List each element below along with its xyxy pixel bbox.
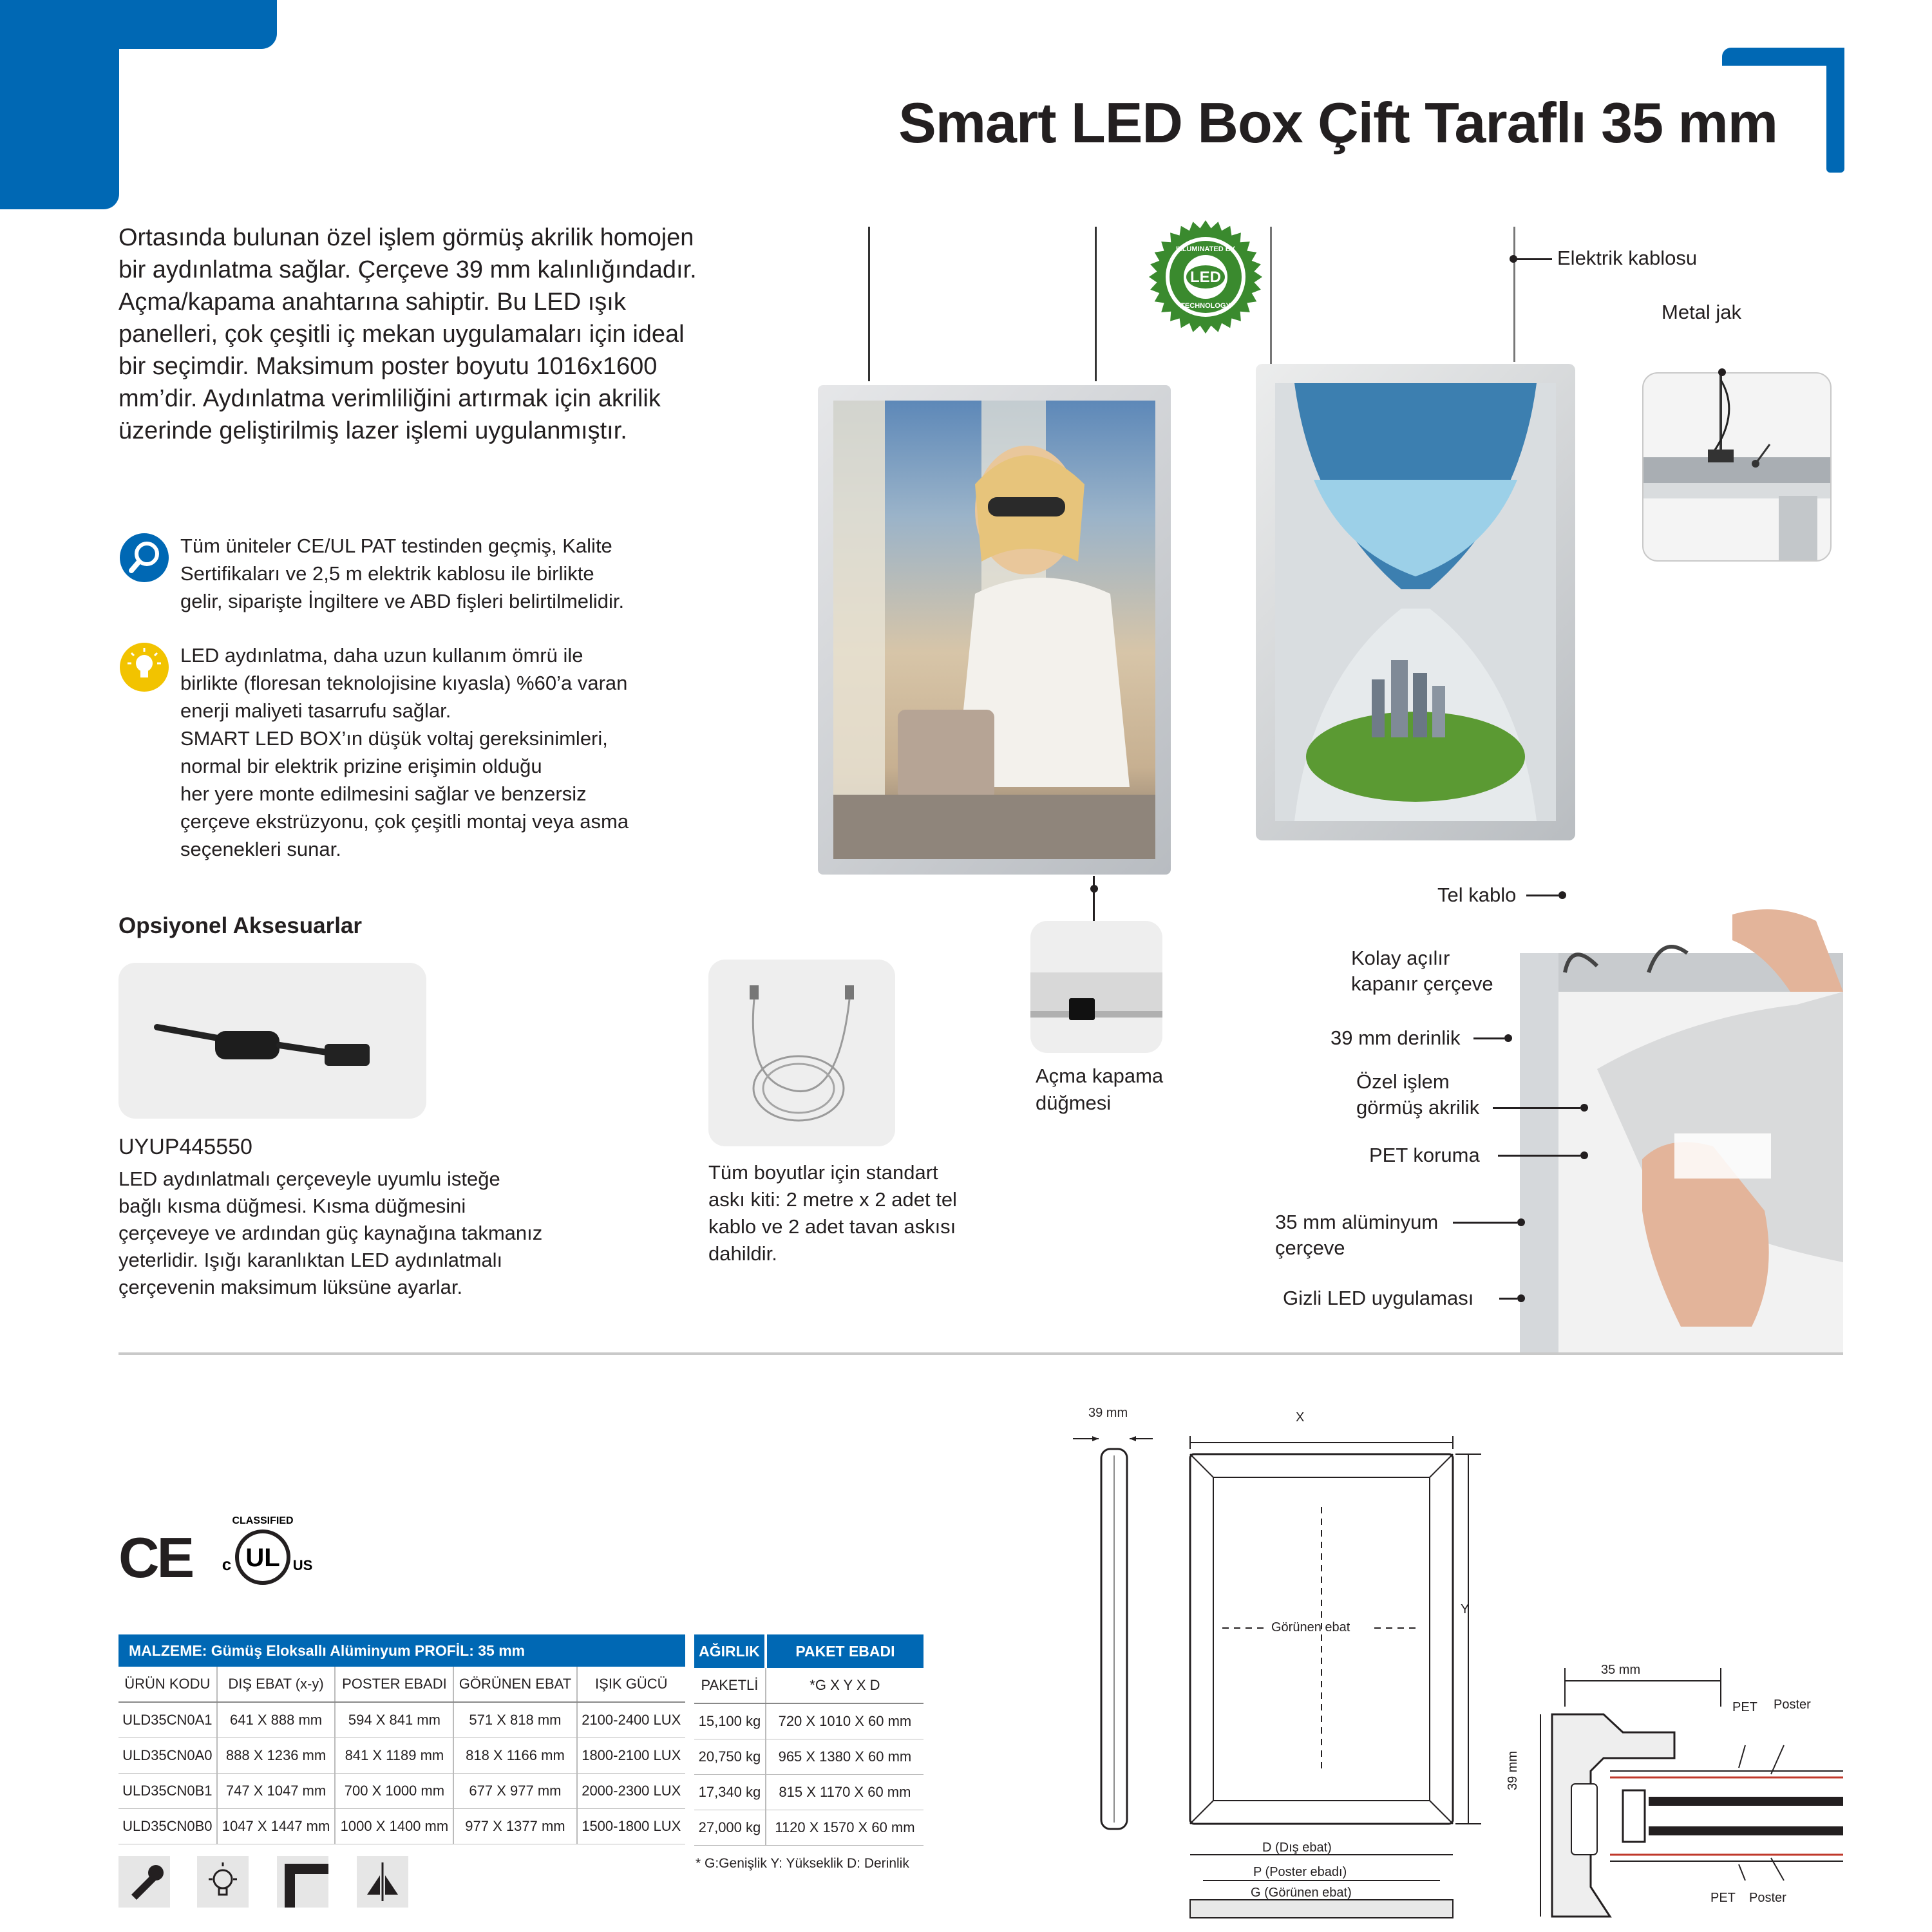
cell: 641 X 888 mm bbox=[217, 1702, 336, 1738]
kit-line: askı kiti: 2 metre x 2 adet tel bbox=[708, 1188, 957, 1211]
table-row bbox=[118, 1809, 685, 1844]
led-badge-bottom: TECHNOLOGY bbox=[1180, 302, 1231, 310]
cell: 818 X 1166 mm bbox=[453, 1738, 576, 1774]
dimmer-product-code: UYUP445550 bbox=[118, 1135, 252, 1159]
cell: 17,340 kg bbox=[694, 1775, 766, 1810]
intro-line: mm’dir. Aydınlatma verimliliğini artırmak için akrilik bbox=[118, 385, 661, 412]
magnifier-icon bbox=[118, 532, 170, 587]
callout-dot bbox=[1517, 1218, 1525, 1226]
page-title: Smart LED Box Çift Taraflı 35 mm bbox=[898, 91, 1777, 155]
weight-table bbox=[694, 1634, 923, 1846]
cell: ULD35CN0B0 bbox=[118, 1809, 217, 1844]
feature-certification-text bbox=[180, 532, 696, 615]
callout-line bbox=[1473, 1037, 1504, 1039]
dimmer-line: LED aydınlatmalı çerçeveyle uyumlu isteğe bbox=[118, 1168, 500, 1190]
callout-line bbox=[1453, 1222, 1517, 1224]
callout-line bbox=[1526, 895, 1558, 896]
cell: 888 X 1236 mm bbox=[217, 1738, 336, 1774]
product-frame-left bbox=[818, 385, 1171, 875]
cell: 2100-2400 LUX bbox=[577, 1702, 685, 1738]
p-dim-label: P (Poster ebadı) bbox=[1253, 1865, 1347, 1879]
table-row bbox=[118, 1774, 685, 1809]
cell: ULD35CN0A1 bbox=[118, 1702, 217, 1738]
table-row bbox=[694, 1810, 923, 1846]
dimmer-description bbox=[118, 1166, 595, 1301]
technical-drawing bbox=[1056, 1410, 1843, 1919]
poster-top-label: Poster bbox=[1774, 1698, 1811, 1712]
ce-mark-icon: CE bbox=[118, 1526, 193, 1589]
hanging-wire-2b bbox=[1513, 227, 1515, 362]
profile-height-label: 39 mm bbox=[1506, 1750, 1520, 1790]
switch-line: düğmesi bbox=[1036, 1092, 1112, 1114]
callout-line bbox=[1493, 1107, 1580, 1109]
table-row bbox=[694, 1703, 923, 1739]
cell: 1047 X 1447 mm bbox=[217, 1809, 336, 1844]
cell: 15,100 kg bbox=[694, 1703, 766, 1739]
callout-wire-cable: Tel kablo bbox=[1437, 884, 1517, 906]
corner-decoration-left bbox=[0, 0, 119, 209]
weight-header: AĞIRLIK bbox=[694, 1634, 766, 1668]
feature-line: Sertifikaları ve 2,5 m elektrik kablosu ile birlikte bbox=[180, 562, 594, 585]
ul-classified-icon bbox=[213, 1507, 322, 1591]
callout-dot bbox=[1558, 891, 1566, 899]
intro-line: bir aydınlatma sağlar. Çerçeve 39 mm kalınlığındadır. bbox=[118, 256, 697, 283]
switch-line: Açma kapama bbox=[1036, 1065, 1164, 1087]
callout-dot bbox=[1718, 368, 1726, 376]
poster-woman-photo bbox=[833, 401, 1155, 859]
double-sided-icon bbox=[357, 1856, 408, 1908]
profile-width-label: 35 mm bbox=[1601, 1663, 1641, 1677]
on-off-switch-label bbox=[1036, 1063, 1203, 1117]
y-dim-label: Y bbox=[1461, 1602, 1470, 1616]
callout-depth: 39 mm derinlik bbox=[1331, 1027, 1461, 1049]
on-off-switch-image bbox=[1030, 921, 1162, 1053]
intro-line: bir seçimdir. Maksimum poster boyutu 1016x1600 bbox=[118, 353, 658, 380]
cell: 1500-1800 LUX bbox=[577, 1809, 685, 1844]
intro-line: Açma/kapama anahtarına sahiptir. Bu LED ışık bbox=[118, 289, 626, 316]
feature-line: çerçeve ekstrüzyonu, çok çeşitli montaj veya asma bbox=[180, 810, 629, 833]
callout-aluminum-2: çerçeve bbox=[1275, 1236, 1345, 1259]
kit-line: kablo ve 2 adet tavan askısı bbox=[708, 1215, 956, 1238]
frame-detail-photo bbox=[1520, 876, 1843, 1352]
feature-line: Tüm üniteler CE/UL PAT testinden geçmiş, Kalite bbox=[180, 535, 612, 557]
col-header: GÖRÜNEN EBAT bbox=[453, 1667, 576, 1702]
spec-table bbox=[118, 1634, 685, 1844]
callout-acrylic-2: görmüş akrilik bbox=[1356, 1096, 1480, 1119]
table-row bbox=[694, 1739, 923, 1775]
callout-line bbox=[1093, 876, 1095, 921]
feature-line: normal bir elektrik prizine erişimin olduğu bbox=[180, 755, 542, 777]
g-dim-label: G (Görünen ebat) bbox=[1251, 1886, 1352, 1900]
screw-icon bbox=[118, 1856, 170, 1908]
callout-dot bbox=[1517, 1294, 1525, 1302]
pet-bottom-label: PET bbox=[1710, 1891, 1736, 1905]
table-row bbox=[118, 1738, 685, 1774]
spec-table-header: MALZEME: Gümüş Eloksallı Alüminyum PROFİL: 35 mm bbox=[118, 1634, 685, 1667]
dimmer-line: yeterlidir. Işığı karanlıktan LED aydınlatmalı bbox=[118, 1249, 503, 1271]
callout-metal-jack: Metal jak bbox=[1662, 301, 1742, 323]
table-footnote: * G:Genişlik Y: Yükseklik D: Derinlik bbox=[696, 1856, 909, 1871]
callout-easy-open-2: kapanır çerçeve bbox=[1351, 972, 1493, 995]
feature-line: seçenekleri sunar. bbox=[180, 838, 341, 860]
cell: ULD35CN0A0 bbox=[118, 1738, 217, 1774]
intro-line: Ortasında bulunan özel işlem görmüş akrilik homojen bbox=[118, 224, 694, 251]
cell: 700 X 1000 mm bbox=[335, 1774, 453, 1809]
ul-mid-text: UL bbox=[245, 1544, 280, 1572]
d-dim-label: D (Dış ebat) bbox=[1262, 1841, 1332, 1855]
bulb-outline-icon bbox=[197, 1856, 249, 1908]
hanging-wire-2a bbox=[1270, 227, 1272, 375]
callout-electric-cable: Elektrik kablosu bbox=[1557, 247, 1698, 269]
hanging-wire-right bbox=[1095, 227, 1097, 381]
dimmer-line: bağlı kısma düğmesi. Kısma düğmesini bbox=[118, 1195, 466, 1217]
callout-aluminum-1: 35 mm alüminyum bbox=[1275, 1211, 1439, 1233]
depth-dim-label: 39 mm bbox=[1088, 1406, 1128, 1420]
callout-pet: PET koruma bbox=[1369, 1144, 1480, 1166]
col-header: *G X Y X D bbox=[766, 1668, 923, 1703]
led-badge-center: LED bbox=[1190, 269, 1221, 286]
feature-line: LED aydınlatma, daha uzun kullanım ömrü ile bbox=[180, 644, 583, 667]
dimmer-line: çerçeveye ve ardından güç kaynağına takmanız bbox=[118, 1222, 543, 1244]
callout-line bbox=[1498, 1155, 1580, 1157]
hanger-detail-image bbox=[1642, 372, 1832, 562]
package-header: PAKET EBADI bbox=[766, 1634, 923, 1668]
hanging-kit-image bbox=[708, 960, 895, 1146]
pet-top-label: PET bbox=[1732, 1700, 1757, 1714]
feature-line: birlikte (floresan teknolojisine kıyasla) %60’a varan bbox=[180, 672, 628, 694]
cell: 1000 X 1400 mm bbox=[335, 1809, 453, 1844]
kit-line: Tüm boyutlar için standart bbox=[708, 1161, 938, 1184]
callout-line bbox=[1499, 1298, 1517, 1300]
hanging-kit-description bbox=[708, 1159, 1005, 1267]
feature-line: SMART LED BOX’ın düşük voltaj gereksinimleri, bbox=[180, 727, 608, 750]
cell: 815 X 1170 X 60 mm bbox=[766, 1775, 923, 1810]
poster-hourglass-photo bbox=[1275, 383, 1556, 821]
frame-corner-icon bbox=[277, 1856, 328, 1908]
hanging-wire-left bbox=[868, 227, 870, 381]
feature-line: her yere monte edilmesini sağlar ve benzersiz bbox=[180, 782, 587, 805]
lightbulb-icon bbox=[118, 641, 170, 696]
visible-area-label: Görünen ebat bbox=[1271, 1620, 1350, 1634]
cell: 677 X 977 mm bbox=[453, 1774, 576, 1809]
cell: 965 X 1380 X 60 mm bbox=[766, 1739, 923, 1775]
table-row bbox=[694, 1775, 923, 1810]
ul-c-text: c bbox=[222, 1555, 232, 1574]
cell: 571 X 818 mm bbox=[453, 1702, 576, 1738]
intro-line: üzerinde geliştirilmiş lazer işlemi uygulanmıştır. bbox=[118, 417, 627, 444]
intro-paragraph bbox=[118, 222, 711, 447]
callout-hidden-led: Gizli LED uygulaması bbox=[1283, 1287, 1474, 1309]
ul-top-text: CLASSIFIED bbox=[232, 1515, 294, 1526]
product-frame-right bbox=[1256, 364, 1575, 840]
led-technology-badge bbox=[1148, 219, 1264, 335]
dimmer-switch-image bbox=[118, 963, 426, 1119]
table-row bbox=[118, 1702, 685, 1738]
cell: 2000-2300 LUX bbox=[577, 1774, 685, 1809]
cell: 594 X 841 mm bbox=[335, 1702, 453, 1738]
col-header: IŞIK GÜCÜ bbox=[577, 1667, 685, 1702]
cell: 27,000 kg bbox=[694, 1810, 766, 1846]
cell: 1120 X 1570 X 60 mm bbox=[766, 1810, 923, 1846]
cell: 720 X 1010 X 60 mm bbox=[766, 1703, 923, 1739]
cell: 1800-2100 LUX bbox=[577, 1738, 685, 1774]
cell: 747 X 1047 mm bbox=[217, 1774, 336, 1809]
poster-bottom-label: Poster bbox=[1749, 1891, 1786, 1905]
feature-line: enerji maliyeti tasarrufu sağlar. bbox=[180, 699, 451, 722]
feature-line: gelir, siparişte İngiltere ve ABD fişleri belirtilmelidir. bbox=[180, 590, 625, 612]
cell: 841 X 1189 mm bbox=[335, 1738, 453, 1774]
cell: ULD35CN0B1 bbox=[118, 1774, 217, 1809]
cell: 977 X 1377 mm bbox=[453, 1809, 576, 1844]
callout-line bbox=[1516, 258, 1552, 260]
col-header: ÜRÜN KODU bbox=[118, 1667, 217, 1702]
corner-cutout bbox=[119, 49, 277, 210]
ul-us-text: US bbox=[292, 1557, 313, 1573]
col-header: POSTER EBADI bbox=[335, 1667, 453, 1702]
accessories-title: Opsiyonel Aksesuarlar bbox=[118, 913, 363, 938]
dimmer-line: çerçevenin maksimum lüksüne ayarlar. bbox=[118, 1276, 463, 1298]
led-badge-top: ILLUMINATED BY bbox=[1175, 245, 1236, 253]
corner-bracket-right bbox=[1826, 48, 1844, 173]
callout-easy-open-1: Kolay açılır bbox=[1351, 947, 1450, 969]
feature-led-text bbox=[180, 641, 670, 863]
col-header: DIŞ EBAT (x-y) bbox=[217, 1667, 336, 1702]
col-header: PAKETLİ bbox=[694, 1668, 766, 1703]
section-divider bbox=[118, 1352, 1843, 1355]
intro-line: panelleri, çok çeşitli iç mekan uygulamaları için ideal bbox=[118, 321, 685, 348]
x-dim-label: X bbox=[1296, 1410, 1305, 1425]
callout-dot bbox=[1504, 1034, 1512, 1042]
callout-acrylic-1: Özel işlem bbox=[1356, 1070, 1450, 1093]
cell: 20,750 kg bbox=[694, 1739, 766, 1775]
callout-dot bbox=[1580, 1104, 1588, 1112]
callout-dot bbox=[1580, 1151, 1588, 1159]
kit-line: dahildir. bbox=[708, 1242, 777, 1265]
